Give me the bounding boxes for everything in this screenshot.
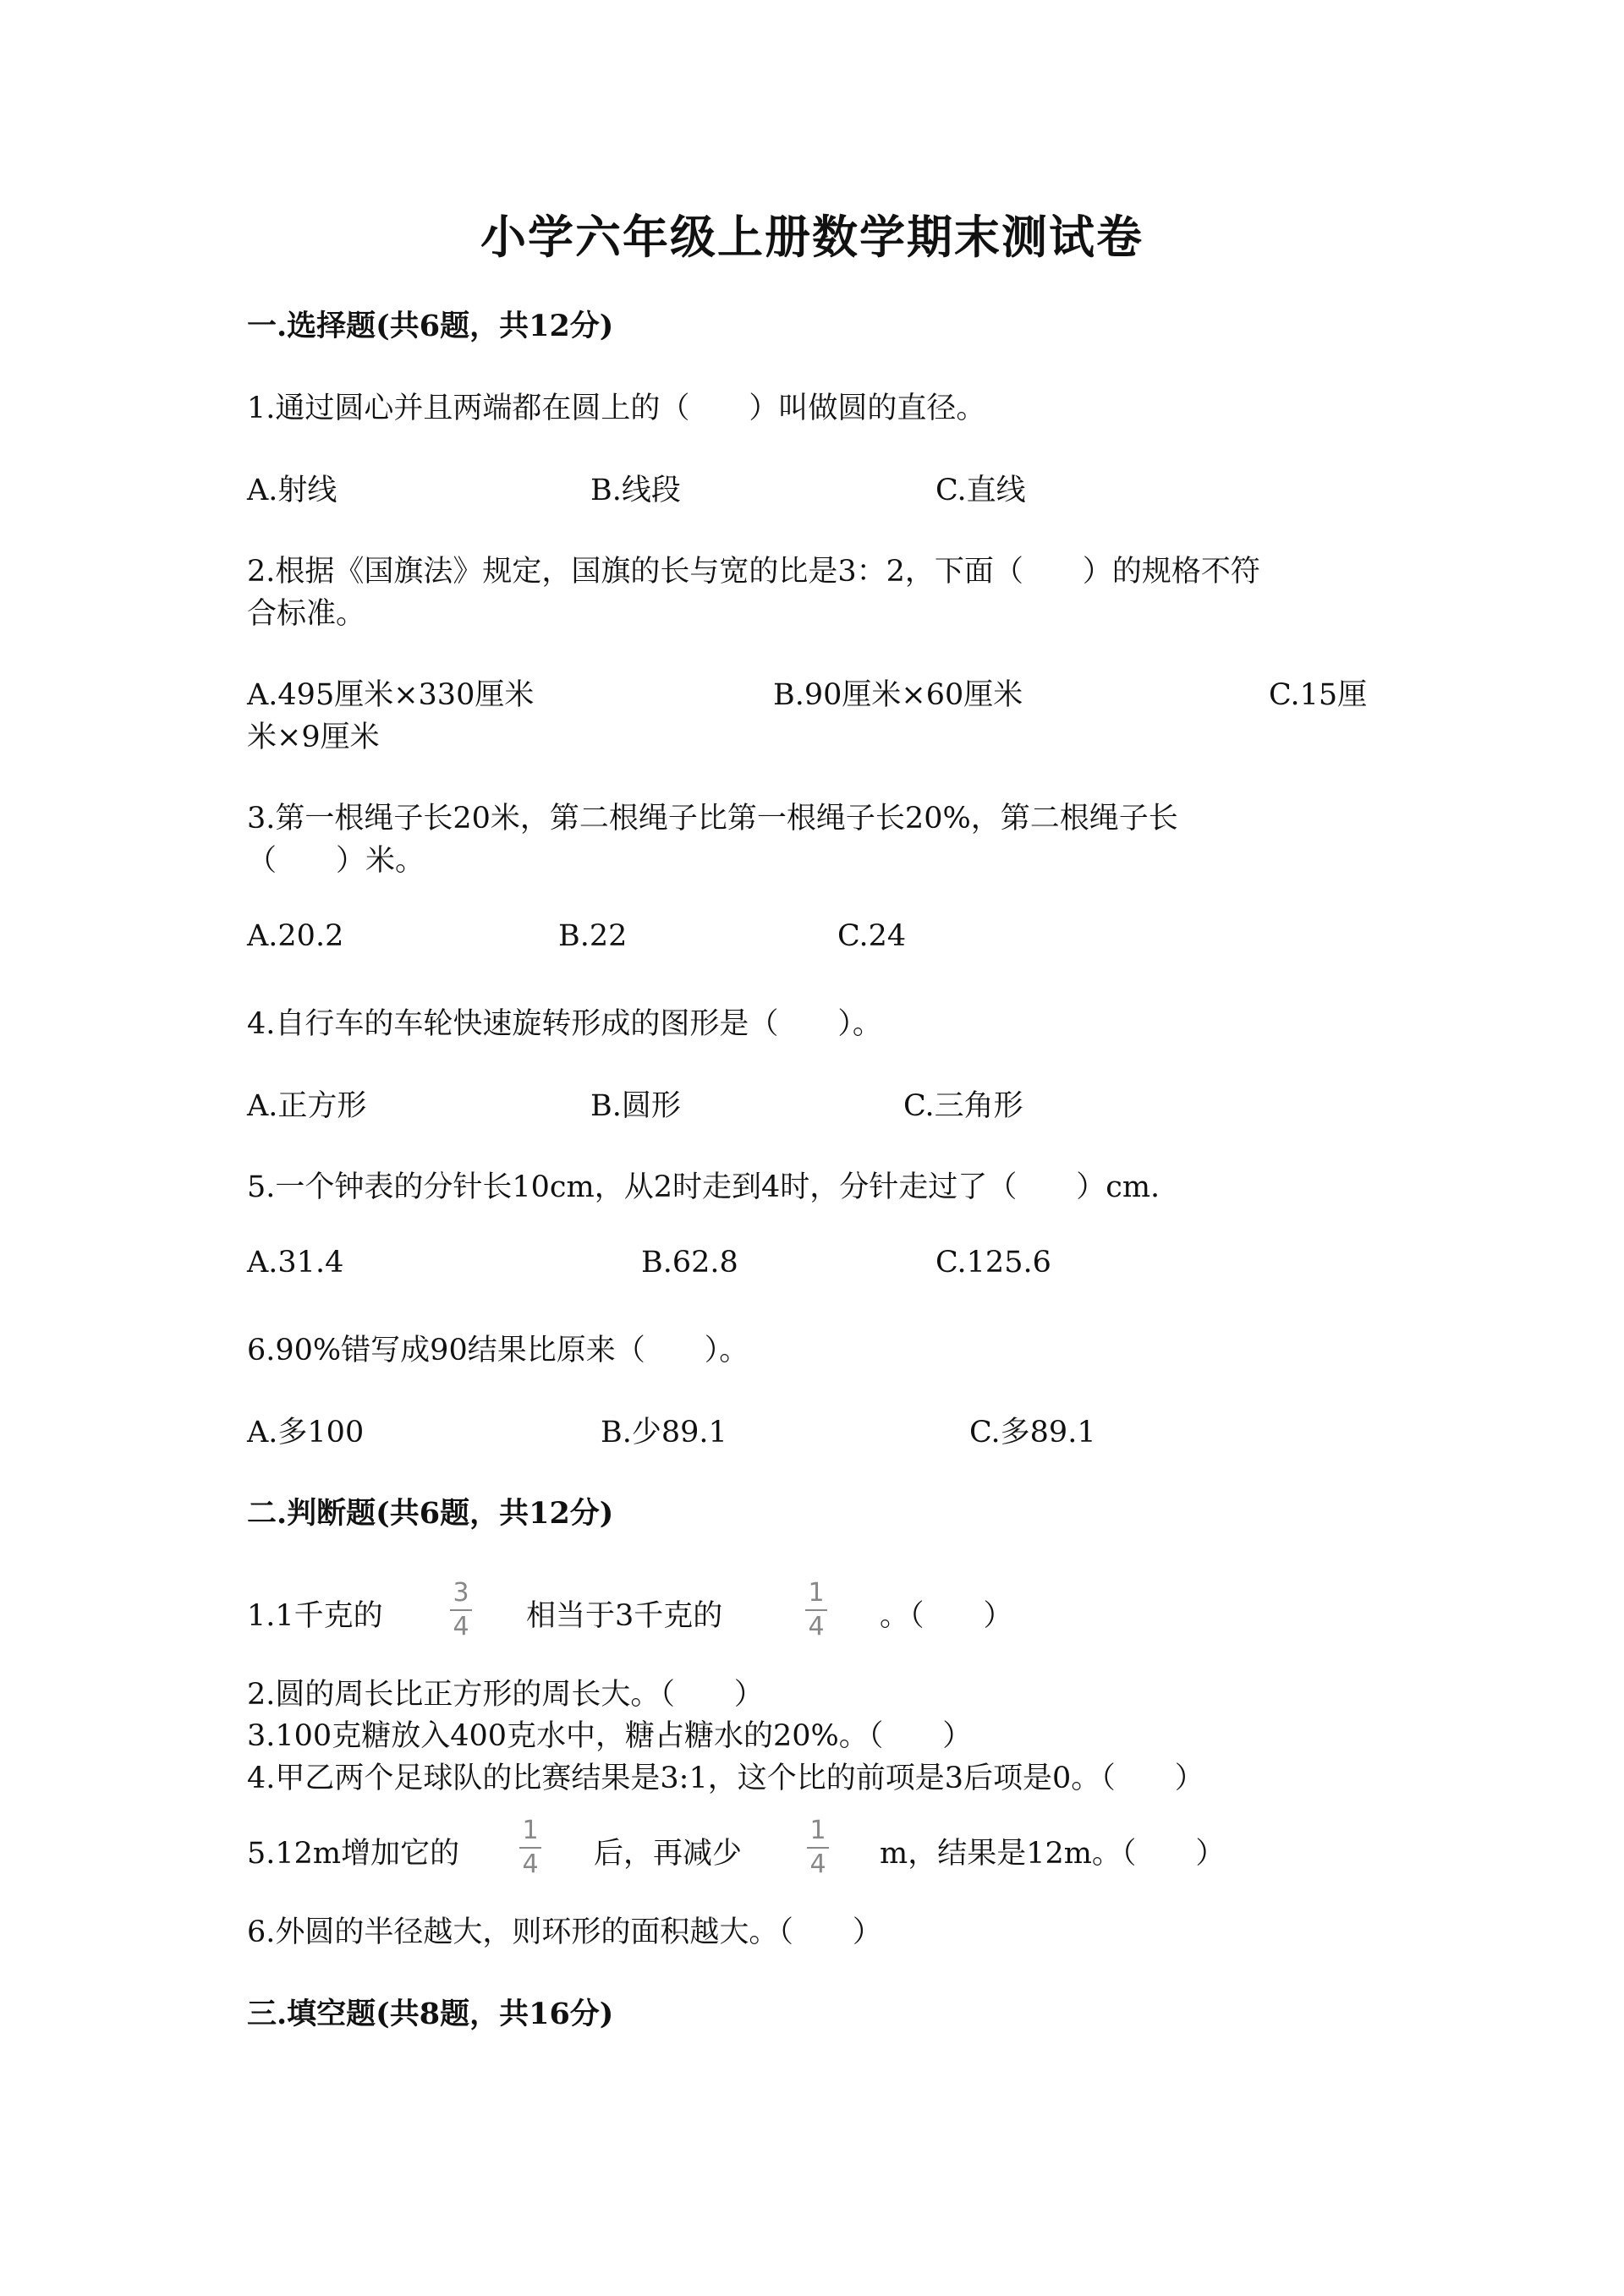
tf-question-5-part3: m，结果是12m。（ ）	[880, 1837, 1226, 1871]
question-2-option-c-continued: 米×9厘米	[247, 721, 380, 754]
tf-question-5-part1: 5.12m增加它的	[247, 1837, 460, 1871]
fraction-bar	[450, 1609, 472, 1611]
question-1-stem: 1.通过圆心并且两端都在圆上的（ ）叫做圆的直径。	[247, 392, 986, 425]
tf-question-1-part2: 相当于3千克的	[526, 1599, 723, 1633]
fraction-denominator: 4	[453, 1612, 469, 1641]
tf-question-6: 6.外圆的半径越大，则环形的面积越大。（ ）	[247, 1915, 882, 1949]
fraction	[450, 1579, 472, 1641]
question-1-option-b: B.线段	[590, 474, 681, 507]
tf-question-5-part2: 后，再减少	[594, 1837, 743, 1871]
fraction	[519, 1817, 541, 1879]
fraction-numerator: 1	[809, 1816, 826, 1845]
question-2-stem-line1: 2.根据《国旗法》规定，国旗的长与宽的比是3：2，下面（ ）的规格不符	[247, 555, 1260, 589]
fraction-denominator: 4	[522, 1849, 539, 1879]
fraction-numerator: 3	[453, 1578, 469, 1608]
tf-question-4: 4.甲乙两个足球队的比赛结果是3:1，这个比的前项是3后项是0。（ ）	[247, 1762, 1204, 1795]
question-4-option-c: C.三角形	[903, 1089, 1023, 1123]
question-4-stem: 4.自行车的车轮快速旋转形成的图形是（ ）。	[247, 1007, 882, 1041]
question-3-option-b: B.22	[558, 919, 628, 953]
fraction-bar	[519, 1847, 541, 1849]
section-heading-choice: 一.选择题(共6题，共12分)	[247, 309, 614, 343]
tf-question-1-part1: 1.1千克的	[247, 1599, 383, 1633]
question-2-stem-line2: 合标准。	[247, 597, 366, 631]
fraction	[805, 1579, 827, 1641]
fraction-numerator: 1	[522, 1816, 539, 1845]
question-2-option-b: B.90厘米×60厘米	[773, 678, 1023, 712]
question-6-option-b: B.少89.1	[601, 1416, 727, 1449]
question-3-option-c: C.24	[837, 919, 907, 953]
page-title: 小学六年级上册数学期末测试卷	[480, 210, 1144, 264]
question-5-option-b: B.62.8	[641, 1246, 738, 1280]
question-3-option-a: A.20.2	[247, 919, 344, 953]
question-6-option-c: C.多89.1	[969, 1416, 1096, 1449]
question-6-stem: 6.90%错写成90结果比原来（ ）。	[247, 1334, 749, 1367]
question-2-option-c: C.15厘	[1269, 678, 1368, 712]
fraction-denominator: 4	[808, 1612, 825, 1641]
question-3-stem-line2: （ ）米。	[247, 844, 425, 878]
tf-question-2: 2.圆的周长比正方形的周长大。（ ）	[247, 1678, 764, 1712]
question-1-option-a: A.射线	[247, 474, 337, 507]
question-2-option-a: A.495厘米×330厘米	[247, 678, 535, 712]
fraction-numerator: 1	[808, 1578, 825, 1608]
fraction-bar	[805, 1609, 827, 1611]
tf-question-1-part3: 。（ ）	[880, 1599, 1013, 1633]
question-6-option-a: A.多100	[247, 1416, 365, 1449]
question-1-option-c: C.直线	[935, 474, 1026, 507]
question-5-option-c: C.125.6	[935, 1246, 1051, 1280]
fraction-denominator: 4	[809, 1849, 826, 1879]
question-3-stem-line1: 3.第一根绳子长20米，第二根绳子比第一根绳子长20%，第二根绳子长	[247, 802, 1178, 836]
question-5-option-a: A.31.4	[247, 1246, 344, 1280]
question-5-stem: 5.一个钟表的分针长10cm，从2时走到4时，分针走过了（ ）cm.	[247, 1170, 1160, 1204]
fraction-bar	[807, 1847, 829, 1849]
question-4-option-b: B.圆形	[590, 1089, 681, 1123]
section-heading-fill-in: 三.填空题(共8题，共16分)	[247, 1997, 614, 2031]
section-heading-true-false: 二.判断题(共6题，共12分)	[247, 1496, 614, 1531]
fraction	[807, 1817, 829, 1879]
question-4-option-a: A.正方形	[247, 1089, 367, 1123]
tf-question-3: 3.100克糖放入400克水中，糖占糖水的20%。（ ）	[247, 1719, 973, 1753]
